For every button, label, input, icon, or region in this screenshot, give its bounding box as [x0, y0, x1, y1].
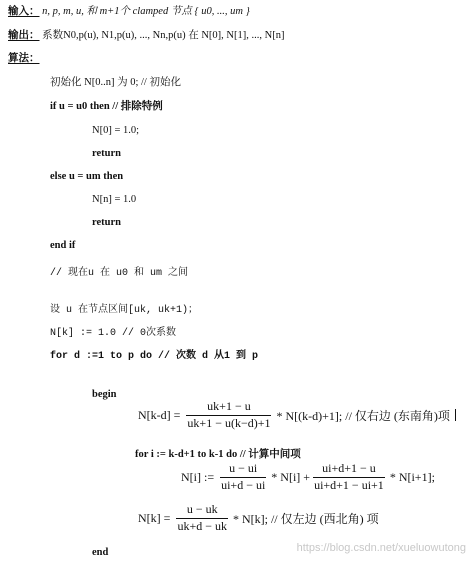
formula3-tail: * N[k]; // 仅左边 (西北角) 项 — [232, 511, 379, 526]
return-line-1: return — [92, 148, 121, 159]
begin-line: begin — [92, 389, 117, 400]
init-line: 初始化 N[0..n] 为 0; // 初始化 — [50, 77, 181, 88]
output-text: 系数N0,p(u), N1,p(u), ..., Nn,p(u) 在 N[0], N[1], ..., N[n] — [42, 30, 285, 41]
else-line: else u = um then — [50, 171, 124, 182]
set-interval-line: 设 u 在节点区间[uk, uk+1)； — [50, 305, 199, 316]
nk-init-line: N[k] := 1.0 // 0次系数 — [50, 328, 177, 339]
output-label: 输出： — [8, 30, 40, 41]
text-cursor — [455, 409, 456, 421]
formula2-lhs: N[i] := — [181, 469, 215, 484]
formula1-tail: * N[(k-d)+1]; // 仅右边 (东南角)项 — [276, 408, 450, 423]
watermark: https://blog.csdn.net/xueluowutong — [296, 542, 466, 554]
formula2-fraction-left — [220, 462, 266, 493]
algorithm-label: 算法： — [8, 53, 40, 64]
input-label: 输入： — [8, 6, 40, 17]
formula3-fraction — [176, 503, 228, 534]
formula2-tail: * N[i+1]; — [389, 469, 435, 484]
n0-line: N[0] = 1.0; — [92, 125, 140, 136]
formula-right-term — [135, 400, 456, 431]
formula3-denominator: uk+d − uk — [177, 518, 227, 533]
formula-left-term — [135, 503, 379, 534]
output-row — [8, 30, 284, 42]
formula2-numerator-right: ui+d+1 − u — [322, 461, 376, 475]
formula1-denominator: uk+1 − u(k−d)+1 — [187, 415, 271, 430]
formula3-lhs: N[k] = — [138, 510, 171, 525]
endif-line: end if — [50, 240, 76, 251]
formula1-fraction — [186, 400, 271, 431]
algorithm-heading — [8, 53, 40, 65]
comment-interval-line: // 现在u 在 u0 和 um 之间 — [50, 268, 189, 279]
formula1-numerator: uk+1 − u — [207, 399, 251, 413]
formula2-mid: * N[i] + — [271, 469, 311, 484]
end-line: end — [92, 547, 109, 558]
input-text: n, p, m, u, 和 m+1个 clamped 节点 { u0, ..., um } — [42, 6, 250, 17]
formula-middle-term — [178, 462, 435, 493]
nn-line: N[n] = 1.0 — [92, 194, 137, 205]
formula2-denominator-right: ui+d+1 − ui+1 — [314, 477, 384, 492]
formula2-denominator-left: ui+d − ui — [221, 477, 266, 492]
if-line: if u = u0 then // 排除特例 — [50, 101, 163, 112]
formula1-lhs: N[k-d] = — [138, 407, 181, 422]
inner-for-line: for i := k-d+1 to k-1 do // 计算中间项 — [135, 449, 301, 460]
return-line-2: return — [92, 217, 121, 228]
formula2-fraction-right — [313, 462, 385, 493]
input-row — [8, 6, 250, 18]
formula3-numerator: u − uk — [186, 502, 218, 516]
for-loop-line: for d :=1 to p do // 次数 d 从1 到 p — [50, 351, 259, 362]
formula2-numerator-left: u − ui — [229, 461, 258, 475]
